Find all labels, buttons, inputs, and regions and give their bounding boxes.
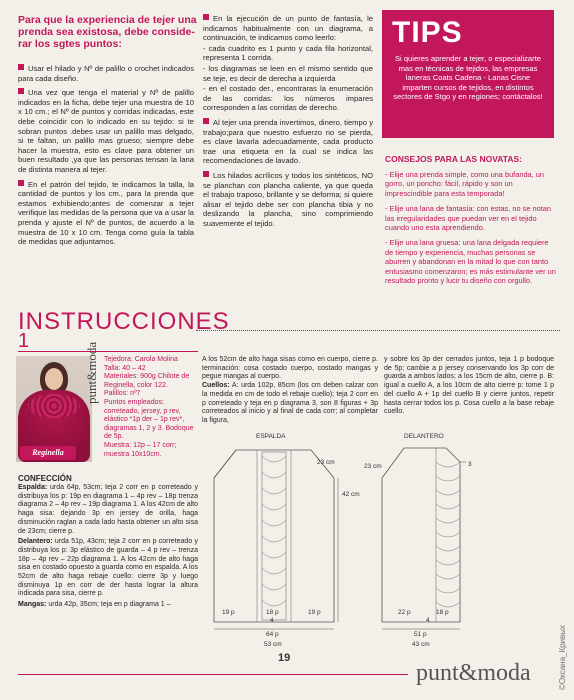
consejos-list bbox=[385, 170, 557, 291]
delantero-bottom-p: 51 p bbox=[414, 631, 427, 638]
text-column-c bbox=[384, 356, 554, 417]
list-item: - Elije una lana de fantasía: con estas, no se notan las irregularidades que puedan ver en el tejido cuando uno esta aprendiendo. bbox=[385, 204, 551, 233]
text-column-b bbox=[202, 356, 378, 426]
paragraph-cuellos: Cuellos: A: urda 102p, 85cm (los cm deben calzar con la medida en cm de todo el rebaje cuello); teja 2 corr en p correteado y teja en p diagrama 3, son 8 figuras + 3p correteados al inicio y al final de cada corr; al completar la figura, bbox=[202, 382, 378, 424]
confeccion-espalda: Espalda: urda 64p, 53cm; teja 2 corr en p correteado y distribuya los p: 19p en diagrama 1 – 4p rev – 18p trenza diagrama 2 – 4p rev – 19p diagrama 1. A los 42cm de alto haga sisa: dejando 3p en jersey de orilla, haga disminución raglan a cada lado hasta obtener un alto sisa de 23cm; cierre p. bbox=[18, 484, 198, 535]
espalda-19p-left: 19 p bbox=[222, 609, 235, 616]
espalda-bottom-cm: 53 cm bbox=[264, 641, 282, 648]
list-item: Al tejer una prenda invertimos, dinero, tiempo y trabajo;para que nuestro esfuerzo no se pierda, es clave lavarla adecuadamente, cada producto trae una etiqueta en la cual se indica las recomendaciones de lavado. bbox=[203, 117, 373, 166]
delantero-label: DELANTERO bbox=[404, 433, 444, 440]
tips-column-1 bbox=[18, 64, 194, 252]
spec-line: Puntos empleados: correteado, jersey, p rev, elástico *1p der – 1p rev*, diagramas 1, 2 y 3. Bodoque de 5p. bbox=[104, 398, 194, 441]
espalda-top-cm: 23 cm bbox=[317, 459, 335, 466]
list-item: En la ejecución de un punto de fantasía, le indicamos habitualmente con un diagrama, a continuación, te indicamos como leerlo: bbox=[203, 14, 373, 43]
list-item: Usar el hilado y Nº de palillo o crochet indicados para cada diseño. bbox=[18, 64, 194, 83]
watermark: ©Оксана_Кривых bbox=[558, 624, 567, 690]
instrucciones-title: INSTRUCCIONES bbox=[18, 308, 230, 335]
tips-box bbox=[382, 10, 554, 138]
title-rule bbox=[196, 330, 560, 331]
spec-line: Muestra: 12p – 17 corr; muestra 10x10cm. bbox=[104, 441, 177, 458]
espalda-4: 4 bbox=[270, 617, 274, 624]
pattern-spec bbox=[104, 356, 198, 459]
section-number: 1 bbox=[18, 330, 31, 352]
pattern-diagrams bbox=[196, 428, 566, 664]
espalda-label: ESPALDA bbox=[256, 433, 286, 440]
confeccion-delantero: Delantero: urda 51p, 43cm; teja 2 corr en p correteado y distribuya los p: 3p elástico de guarda – 4 p rev – trenza 18p – 4p rev – 22p diagrama 1. A los 42cm de alto haga sisa en costado opuesto a guarda como en espalda. A los 52cm de alto haga rebaje cuello: cierre 3p y luego disminuya 1p en corr de der hasta lograr la altura indicada para sisa, cierre p. bbox=[18, 538, 198, 598]
list-item: - Elije una lana gruesa: una lana delgada requiere de tiempo y experiencia, muchas personas se aburren y abandonan en la mitad lo que con tanto entusiasmo comenzaron; es más estimulante ver un resultado pronto y lucir tu diseño con orgullo. bbox=[385, 238, 556, 286]
footer-rule bbox=[18, 674, 408, 675]
delantero-22p: 22 p bbox=[398, 609, 411, 616]
confeccion-text bbox=[18, 484, 198, 610]
consejos-heading: CONSEJOS PARA LAS NOVATAS: bbox=[385, 154, 522, 164]
espalda-19p-right: 19 p bbox=[308, 609, 321, 616]
brand-vertical: punt&moda bbox=[84, 341, 99, 404]
list-item: Una vez que tenga el material y Nº de palillo indicados en la ficha, debe tejer una muestra de 10 x 10 cm.; el Nº de puntos y corridas indicadas, este debe coincidir con lo indicado en su tejido: si te sobran puntos .debes usar un palillo mas delgado, si te faltan, un palillo mas grueso; siempre debe hacer la muestra, esto es clave para obtener un buen resultado ,ya que las personas tensan la lana de distinta manera al tejer. bbox=[18, 88, 194, 174]
list-item: - los diagramas se leen en el mismo sentido que se teje, es decir de derecha a izquierda bbox=[203, 63, 373, 83]
spec-line: Talla: 40 – 42 bbox=[104, 364, 146, 372]
paragraph: A los 52cm de alto haga sisas como en cuerpo, cierre p. terminación: cosa costado cuerpo, costado mangas y pegue mangas al cuerpo. bbox=[202, 356, 378, 381]
list-item: Los hilados acrílicos y todos los sintéticos, NO se planchan con plancha caliente, ya que queda el trabajo traposo, brillante y se deforma; si quiere alisar el tejido debe ser con plancha tibia y no deslizando la plancha, sino comprimiendo suavemente el tejido. bbox=[203, 170, 373, 228]
paragraph: y sobre los 3p der cerrados juntos, teja 1 p bodoque de 5p; cambie a p jersey conservando los 3p corr de guarda a ambos lados; a los 15cm de alto, cierre p. B: igual a cuello A, a los 10cm de alto cierre p: tome 1 p del cuello A + 1p del cuello B y cierre juntos, repetir hasta cerrar todos los p. Cosa cuello a la base rebaje cuello. bbox=[384, 356, 554, 416]
list-item: - en el costado der., encontraras la enumeración de las corridas: los números impares corresponden a las corridas de derecho. bbox=[203, 84, 373, 113]
list-item: - Elije una prenda simple, como una bufanda, un gorro, un poncho: fácil, rápido y son un imprescindible para esta temporada! bbox=[385, 170, 544, 198]
spec-line: Tejedora: Carola Molina bbox=[104, 356, 178, 363]
espalda-18p: 18 p bbox=[266, 609, 279, 616]
reginella-logo: Reginella bbox=[20, 446, 76, 460]
footer-brand: punt&moda bbox=[416, 660, 531, 686]
delantero-18p: 18 p bbox=[436, 609, 449, 616]
section-rule bbox=[18, 351, 198, 352]
page-number: 19 bbox=[278, 652, 291, 664]
list-item: - cada cuadrito es 1 punto y cada fila horizontal, representa 1 corrida. bbox=[203, 43, 373, 63]
delantero-bottom-cm: 43 cm bbox=[412, 641, 430, 648]
espalda-side-cm: 42 cm bbox=[342, 491, 360, 498]
tips-column-2 bbox=[203, 14, 373, 233]
delantero-4: 4 bbox=[426, 617, 430, 624]
spec-line: Palillos: nº7 bbox=[104, 390, 141, 398]
delantero-mark-3: 3 bbox=[468, 461, 472, 468]
tips-text: Si quieres aprender a tejer, o especializarte mas en técnicas de tejidos, las empresas laneras Coats Cadena - Lanas Cisne imparten cursos de tejidos, en distintos sectores de Stgo y en regiones; contáctalos! bbox=[393, 54, 543, 101]
espalda-diagram bbox=[214, 433, 360, 648]
espalda-bottom-p: 64 p bbox=[266, 631, 279, 638]
confeccion-mangas: Mangas: urda 42p, 35cm; teja en p diagrama 1 – bbox=[18, 601, 171, 609]
delantero-diagram bbox=[364, 433, 472, 648]
tips-title: TIPS bbox=[392, 16, 463, 49]
confeccion-heading: CONFECCIÓN bbox=[18, 474, 72, 483]
spec-line: Materiales: 900g Chilote de Reginella, color 122. bbox=[104, 373, 190, 389]
delantero-side-cm: 23 cm bbox=[364, 463, 382, 470]
list-item: En el patrón del tejido, te indicamos la talla, la cantidad de puntos y los cm., para la prenda que estamos exhibiendo;antes de comenzar a tejer verifique las medidas de la persona que va a usar la prenda y ajuste el Nº de puntos, de acuerdo a la muestra de 10 x 10 cm. Tenga como guía la tabla de medidas que adjuntamos. bbox=[18, 179, 194, 247]
intro-heading: Para que la experiencia de tejer una prenda sea existosa, debe conside-rar los sgtes puntos: bbox=[18, 14, 197, 50]
